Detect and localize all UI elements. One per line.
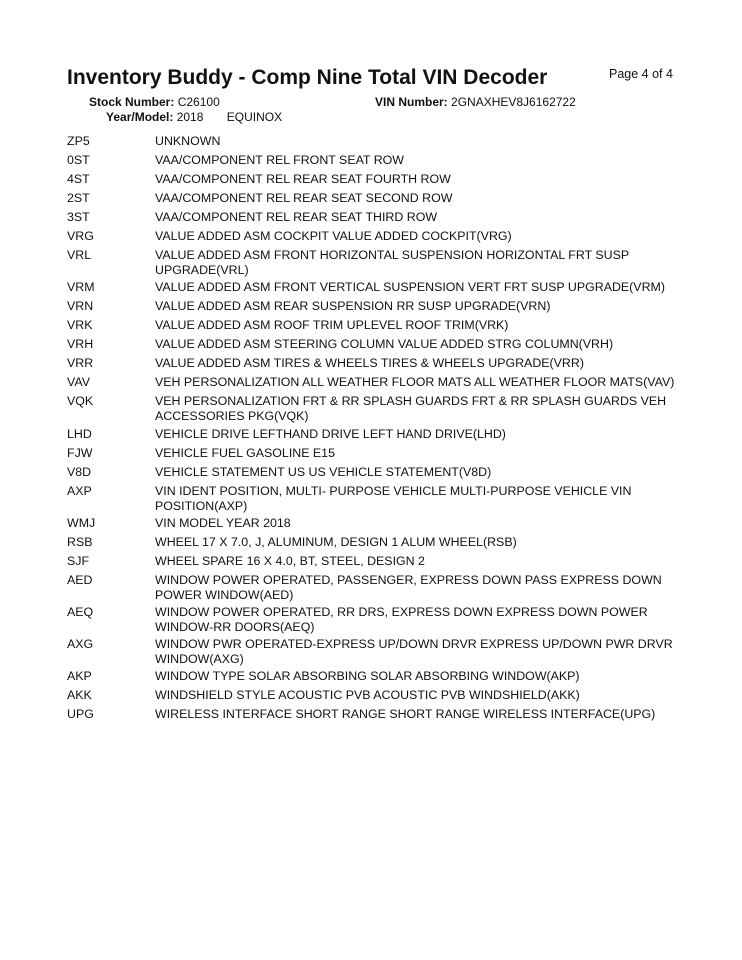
option-description: WHEEL SPARE 16 X 4.0, BT, STEEL, DESIGN 2 bbox=[155, 554, 425, 568]
option-description: VEH PERSONALIZATION FRT & RR SPLASH GUARDS FRT & RR SPLASH GUARDS VEH ACCESSORIES PKG(VQK) bbox=[155, 394, 667, 423]
option-code: AED bbox=[67, 573, 93, 587]
option-description: VALUE ADDED ASM FRONT VERTICAL SUSPENSION VERT FRT SUSP UPGRADE(VRM) bbox=[155, 280, 665, 294]
option-description: VAA/COMPONENT REL REAR SEAT THIRD ROW bbox=[155, 210, 438, 224]
option-code: VQK bbox=[67, 394, 94, 408]
option-code: 4ST bbox=[67, 172, 90, 186]
option-code: AEQ bbox=[67, 605, 94, 619]
option-description: UNKNOWN bbox=[155, 134, 221, 148]
option-code: VRL bbox=[67, 248, 92, 262]
option-code: AKK bbox=[67, 688, 92, 702]
year-value: 2018 bbox=[176, 110, 204, 124]
option-description: WINDOW POWER OPERATED, PASSENGER, EXPRESS DOWN PASS EXPRESS DOWN POWER WINDOW(AED) bbox=[155, 573, 662, 602]
option-code: VRK bbox=[67, 318, 93, 332]
option-code: AXG bbox=[67, 637, 94, 651]
stock-number-field bbox=[89, 95, 220, 109]
option-code: FJW bbox=[67, 446, 93, 460]
option-code: 0ST bbox=[67, 153, 90, 167]
option-code: VRR bbox=[67, 356, 94, 370]
option-description: VALUE ADDED ASM TIRES & WHEELS TIRES & WHEELS UPGRADE(VRR) bbox=[155, 356, 584, 370]
option-description: WHEEL 17 X 7.0, J, ALUMINUM, DESIGN 1 ALUM WHEEL(RSB) bbox=[155, 535, 517, 549]
option-code: UPG bbox=[67, 707, 94, 721]
vin-number-field bbox=[375, 95, 576, 109]
option-description: VEH PERSONALIZATION ALL WEATHER FLOOR MATS ALL WEATHER FLOOR MATS(VAV) bbox=[155, 375, 675, 389]
option-code: ZP5 bbox=[67, 134, 90, 148]
vin-number-label: VIN Number: bbox=[375, 95, 448, 109]
option-description: VALUE ADDED ASM STEERING COLUMN VALUE ADDED STRG COLUMN(VRH) bbox=[155, 337, 614, 351]
model-value: EQUINOX bbox=[226, 110, 283, 124]
option-description: VIN MODEL YEAR 2018 bbox=[155, 516, 291, 530]
option-description: VALUE ADDED ASM ROOF TRIM UPLEVEL ROOF TRIM(VRK) bbox=[155, 318, 509, 332]
option-description: VAA/COMPONENT REL REAR SEAT SECOND ROW bbox=[155, 191, 453, 205]
option-code: VRN bbox=[67, 299, 94, 313]
option-description: VEHICLE DRIVE LEFTHAND DRIVE LEFT HAND DRIVE(LHD) bbox=[155, 427, 506, 441]
year-model-label: Year/Model: bbox=[106, 110, 174, 124]
option-description: WINDOW POWER OPERATED, RR DRS, EXPRESS DOWN EXPRESS DOWN POWER WINDOW-RR DOORS(AEQ) bbox=[155, 605, 648, 634]
stock-number-label: Stock Number: bbox=[89, 95, 175, 109]
option-description: WINDSHIELD STYLE ACOUSTIC PVB ACOUSTIC PVB WINDSHIELD(AKK) bbox=[155, 688, 580, 702]
option-code: 3ST bbox=[67, 210, 90, 224]
option-description: VIN IDENT POSITION, MULTI- PURPOSE VEHICLE MULTI-PURPOSE VEHICLE VIN POSITION(AXP) bbox=[155, 484, 632, 513]
option-description: VEHICLE FUEL GASOLINE E15 bbox=[155, 446, 335, 460]
option-code: WMJ bbox=[67, 516, 96, 530]
option-code: V8D bbox=[67, 465, 92, 479]
option-code: 2ST bbox=[67, 191, 90, 205]
option-description: VAA/COMPONENT REL FRONT SEAT ROW bbox=[155, 153, 404, 167]
option-code: SJF bbox=[67, 554, 90, 568]
option-code: LHD bbox=[67, 427, 92, 441]
option-code: VRH bbox=[67, 337, 94, 351]
option-description: VALUE ADDED ASM COCKPIT VALUE ADDED COCKPIT(VRG) bbox=[155, 229, 512, 243]
option-code: VRM bbox=[67, 280, 95, 294]
option-code: VAV bbox=[67, 375, 90, 389]
page-number: Page 4 of 4 bbox=[609, 67, 673, 81]
stock-number-value: C26100 bbox=[177, 95, 220, 109]
option-description: VALUE ADDED ASM REAR SUSPENSION RR SUSP UPGRADE(VRN) bbox=[155, 299, 551, 313]
option-code: VRG bbox=[67, 229, 94, 243]
year-model-field bbox=[106, 110, 282, 124]
option-code: AXP bbox=[67, 484, 92, 498]
option-description: WIRELESS INTERFACE SHORT RANGE SHORT RANGE WIRELESS INTERFACE(UPG) bbox=[155, 707, 656, 721]
option-description: VALUE ADDED ASM FRONT HORIZONTAL SUSPENSION HORIZONTAL FRT SUSP UPGRADE(VRL) bbox=[155, 248, 629, 277]
page-title: Inventory Buddy - Comp Nine Total VIN Decoder bbox=[67, 66, 548, 89]
option-description: WINDOW PWR OPERATED-EXPRESS UP/DOWN DRVR EXPRESS UP/DOWN PWR DRVR WINDOW(AXG) bbox=[155, 637, 673, 666]
option-code: AKP bbox=[67, 669, 92, 683]
option-description: VAA/COMPONENT REL REAR SEAT FOURTH ROW bbox=[155, 172, 451, 186]
option-description: VEHICLE STATEMENT US US VEHICLE STATEMENT(V8D) bbox=[155, 465, 492, 479]
option-description: WINDOW TYPE SOLAR ABSORBING SOLAR ABSORBING WINDOW(AKP) bbox=[155, 669, 580, 683]
option-code: RSB bbox=[67, 535, 93, 549]
vin-number-value: 2GNAXHEV8J6162722 bbox=[451, 95, 576, 109]
